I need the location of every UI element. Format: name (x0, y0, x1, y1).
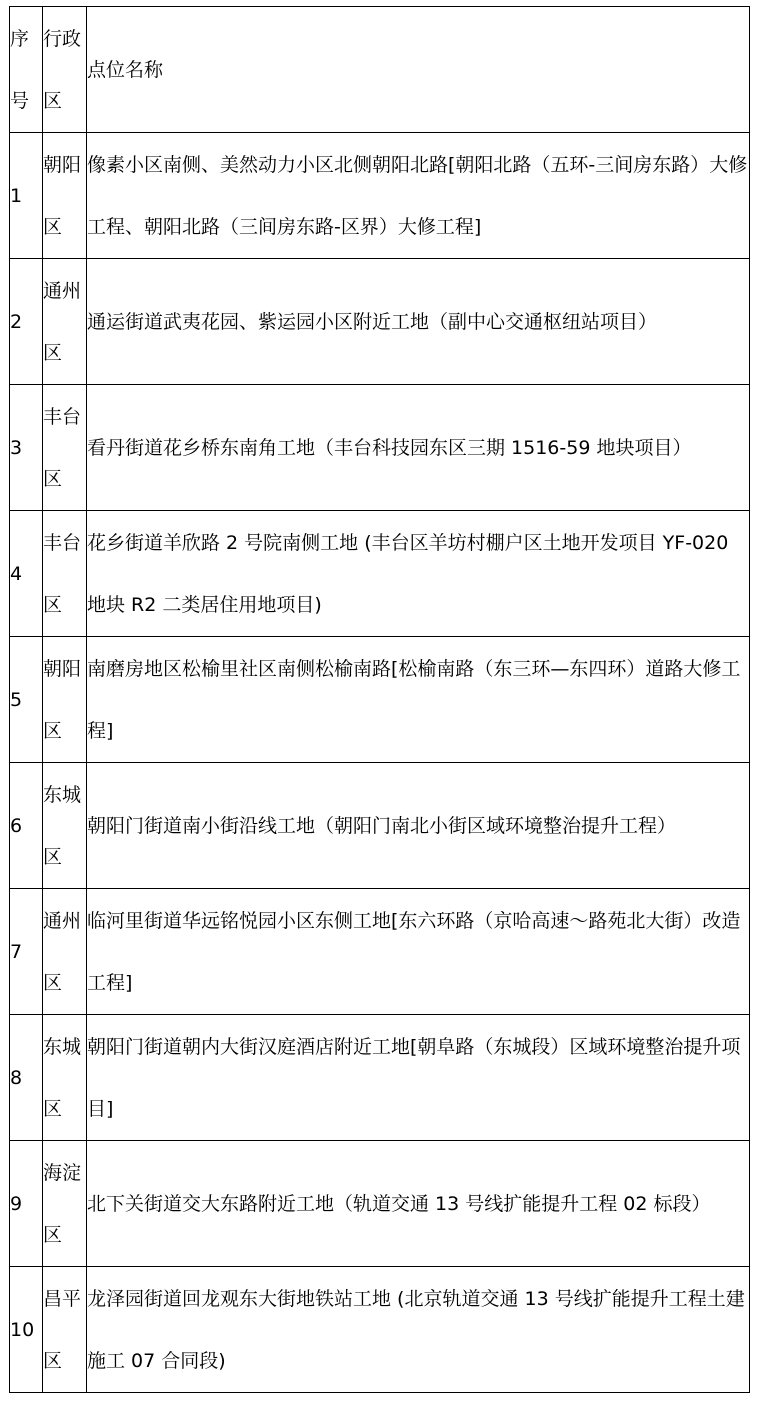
row-name: 南磨房地区松榆里社区南侧松榆南路[松榆南路（东三环—东四环）道路大修工程] (87, 637, 750, 763)
sites-table (9, 6, 750, 1393)
row-name: 像素小区南侧、美然动力小区北侧朝阳北路[朝阳北路（五环-三间房东路）大修工程、朝阳北路（三间房东路-区界）大修工程] (87, 133, 750, 259)
row-district: 丰台区 (43, 385, 87, 511)
row-name: 临河里街道华远铭悦园小区东侧工地[东六环路（京哈高速～路苑北大街）改造工程] (87, 889, 750, 1015)
table-row (10, 1141, 750, 1267)
table-row (10, 511, 750, 637)
row-name: 通运街道武夷花园、紫运园小区附近工地（副中心交通枢纽站项目） (87, 259, 750, 385)
row-name: 北下关街道交大东路附近工地（轨道交通 13 号线扩能提升工程 02 标段） (87, 1141, 750, 1267)
row-district: 海淀区 (43, 1141, 87, 1267)
header-district: 行政区 (43, 7, 87, 133)
row-name: 龙泽园街道回龙观东大街地铁站工地 (北京轨道交通 13 号线扩能提升工程土建施工 07 合同段) (87, 1267, 750, 1393)
row-no: 6 (10, 763, 43, 889)
header-no: 序号 (10, 7, 43, 133)
table-row (10, 763, 750, 889)
row-no: 3 (10, 385, 43, 511)
row-district: 东城区 (43, 1015, 87, 1141)
row-no: 7 (10, 889, 43, 1015)
row-no: 1 (10, 133, 43, 259)
row-name: 朝阳门街道朝内大街汉庭酒店附近工地[朝阜路（东城段）区域环境整治提升项目] (87, 1015, 750, 1141)
table-row (10, 385, 750, 511)
row-name: 朝阳门街道南小街沿线工地（朝阳门南北小街区域环境整治提升工程） (87, 763, 750, 889)
table-row (10, 889, 750, 1015)
row-district: 朝阳区 (43, 133, 87, 259)
row-name: 花乡街道羊欣路 2 号院南侧工地 (丰台区羊坊村棚户区土地开发项目 YF-020 地块 R2 二类居住用地项目) (87, 511, 750, 637)
row-district: 通州区 (43, 259, 87, 385)
row-no: 5 (10, 637, 43, 763)
table-row (10, 1015, 750, 1141)
header-name: 点位名称 (87, 7, 750, 133)
table-row (10, 259, 750, 385)
row-no: 8 (10, 1015, 43, 1141)
row-no: 10 (10, 1267, 43, 1393)
row-no: 4 (10, 511, 43, 637)
row-no: 2 (10, 259, 43, 385)
table-row (10, 637, 750, 763)
table-row (10, 133, 750, 259)
table-row (10, 1267, 750, 1393)
header-row (10, 7, 750, 133)
row-district: 朝阳区 (43, 637, 87, 763)
row-no: 9 (10, 1141, 43, 1267)
row-district: 丰台区 (43, 511, 87, 637)
row-district: 昌平区 (43, 1267, 87, 1393)
row-name: 看丹街道花乡桥东南角工地（丰台科技园东区三期 1516-59 地块项目） (87, 385, 750, 511)
row-district: 东城区 (43, 763, 87, 889)
row-district: 通州区 (43, 889, 87, 1015)
